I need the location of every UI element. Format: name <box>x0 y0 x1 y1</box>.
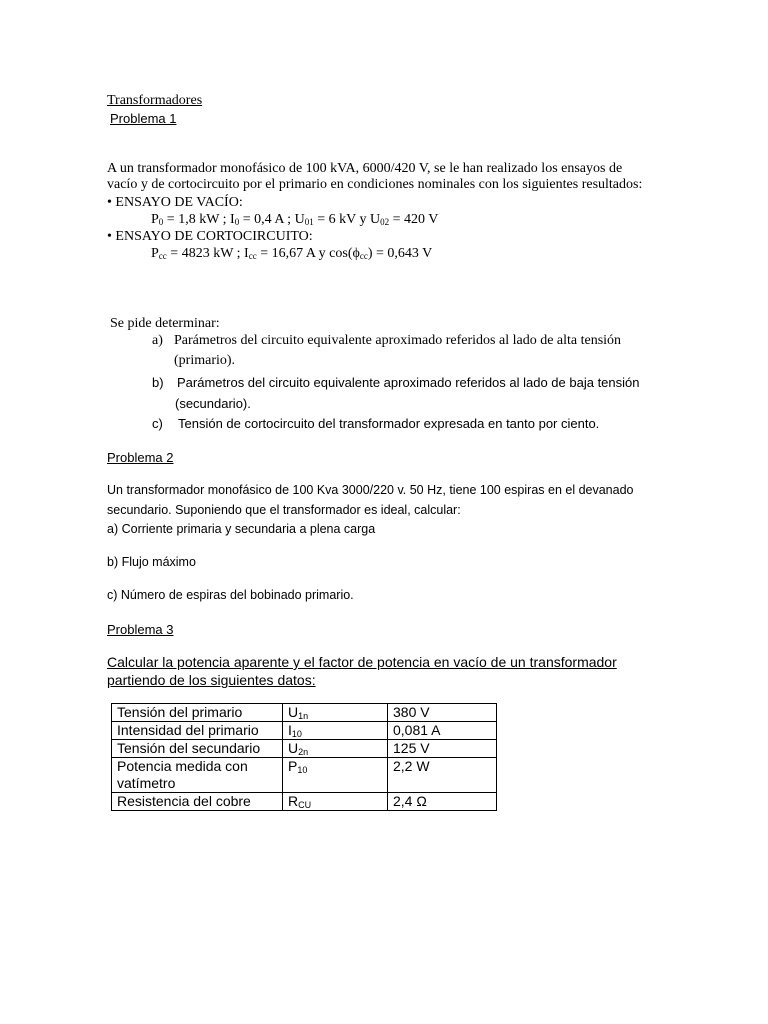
table-cell-symbol: $U_{2n}$ <box>283 740 388 758</box>
item-a-line-2: (primario). <box>174 353 236 368</box>
data-table <box>111 703 497 811</box>
table-row <box>112 740 497 758</box>
table-cell-value: 380 V <box>388 704 497 722</box>
problem-2-item-a: a) Corriente primaria y secundaria a plena carga <box>107 522 376 536</box>
problem-3-heading: Problema 3 <box>107 622 174 637</box>
table-row <box>112 793 497 811</box>
ensayo-vacio-label: • ENSAYO DE VACÍO: <box>107 195 243 210</box>
document-title: Transformadores <box>107 93 203 108</box>
item-b-line-2: (secundario). <box>175 396 251 411</box>
problem-3-line-1: Calcular la potencia aparente y el factor de potencia en vacío de un transformador <box>107 654 617 670</box>
table-cell-value: 2,2 W <box>388 758 497 793</box>
table-cell-value: 125 V <box>388 740 497 758</box>
problem-1-heading: Problema 1 <box>110 111 177 126</box>
item-b-line-1: Parámetros del circuito equivalente aproximado referidos al lado de baja tensión <box>177 375 640 390</box>
problem-3-line-2: partiendo de los siguientes datos: <box>107 672 316 688</box>
item-a-line-1: Parámetros del circuito equivalente aproximado referidos al lado de alta tensión <box>174 333 622 348</box>
table-row <box>112 704 497 722</box>
table-cell-param: Intensidad del primario <box>112 722 283 740</box>
table-cell-param: Tensión del secundario <box>112 740 283 758</box>
item-c-marker: c) <box>152 416 163 431</box>
table-cell-symbol: $U_{1n}$ <box>283 704 388 722</box>
table-cell-param: Potencia medida con vatímetro <box>112 758 283 793</box>
problem-1-intro-line-1: A un transformador monofásico de 100 kVA, 6000/420 V, se le han realizado los ensayos de <box>107 161 623 176</box>
table-cell-value: 2,4 Ω <box>388 793 497 811</box>
problem-2-line-1: Un transformador monofásico de 100 Kva 3000/220 v. 50 Hz, tiene 100 espiras en el devanado <box>107 483 634 497</box>
table-cell-param: Tensión del primario <box>112 704 283 722</box>
table-cell-param: Resistencia del cobre <box>112 793 283 811</box>
problem-1-intro-line-2: vacío y de cortocircuito por el primario en condiciones nominales con los siguientes resultados: <box>107 177 643 192</box>
ensayo-vacio-values: $P_0 = 1,8$ kW ; $I_0 = 0,4$ A ; $U_{01} = 6$ kV y $U_{02} = 420$ V <box>151 212 439 227</box>
problem-2-item-c: c) Número de espiras del bobinado primario. <box>107 588 354 602</box>
item-b-marker: b) <box>152 375 164 390</box>
ensayo-cortocircuito-label: • ENSAYO DE CORTOCIRCUITO: <box>107 229 313 244</box>
table-row <box>112 722 497 740</box>
problem-2-heading: Problema 2 <box>107 450 174 465</box>
problem-2-line-2: secundario. Suponiendo que el transformador es ideal, calcular: <box>107 503 461 517</box>
table-cell-symbol: $P_{10}$ <box>283 758 388 793</box>
se-pide-label: Se pide determinar: <box>110 316 220 331</box>
problem-2-item-b: b) Flujo máximo <box>107 555 196 569</box>
table-row <box>112 758 497 793</box>
table-cell-value: 0,081 A <box>388 722 497 740</box>
table-cell-symbol: $I_{10}$ <box>283 722 388 740</box>
item-c-line-1: Tensión de cortocircuito del transformador expresada en tanto por ciento. <box>178 416 600 431</box>
ensayo-cortocircuito-values: $P_{cc} = 4823$ kW ; $I_{cc} = 16,67$ A y $\cos(\phi_{cc}) = 0,643$ V <box>151 246 433 261</box>
item-a-marker: a) <box>152 333 163 348</box>
table-cell-symbol: $R_{CU}$ <box>283 793 388 811</box>
